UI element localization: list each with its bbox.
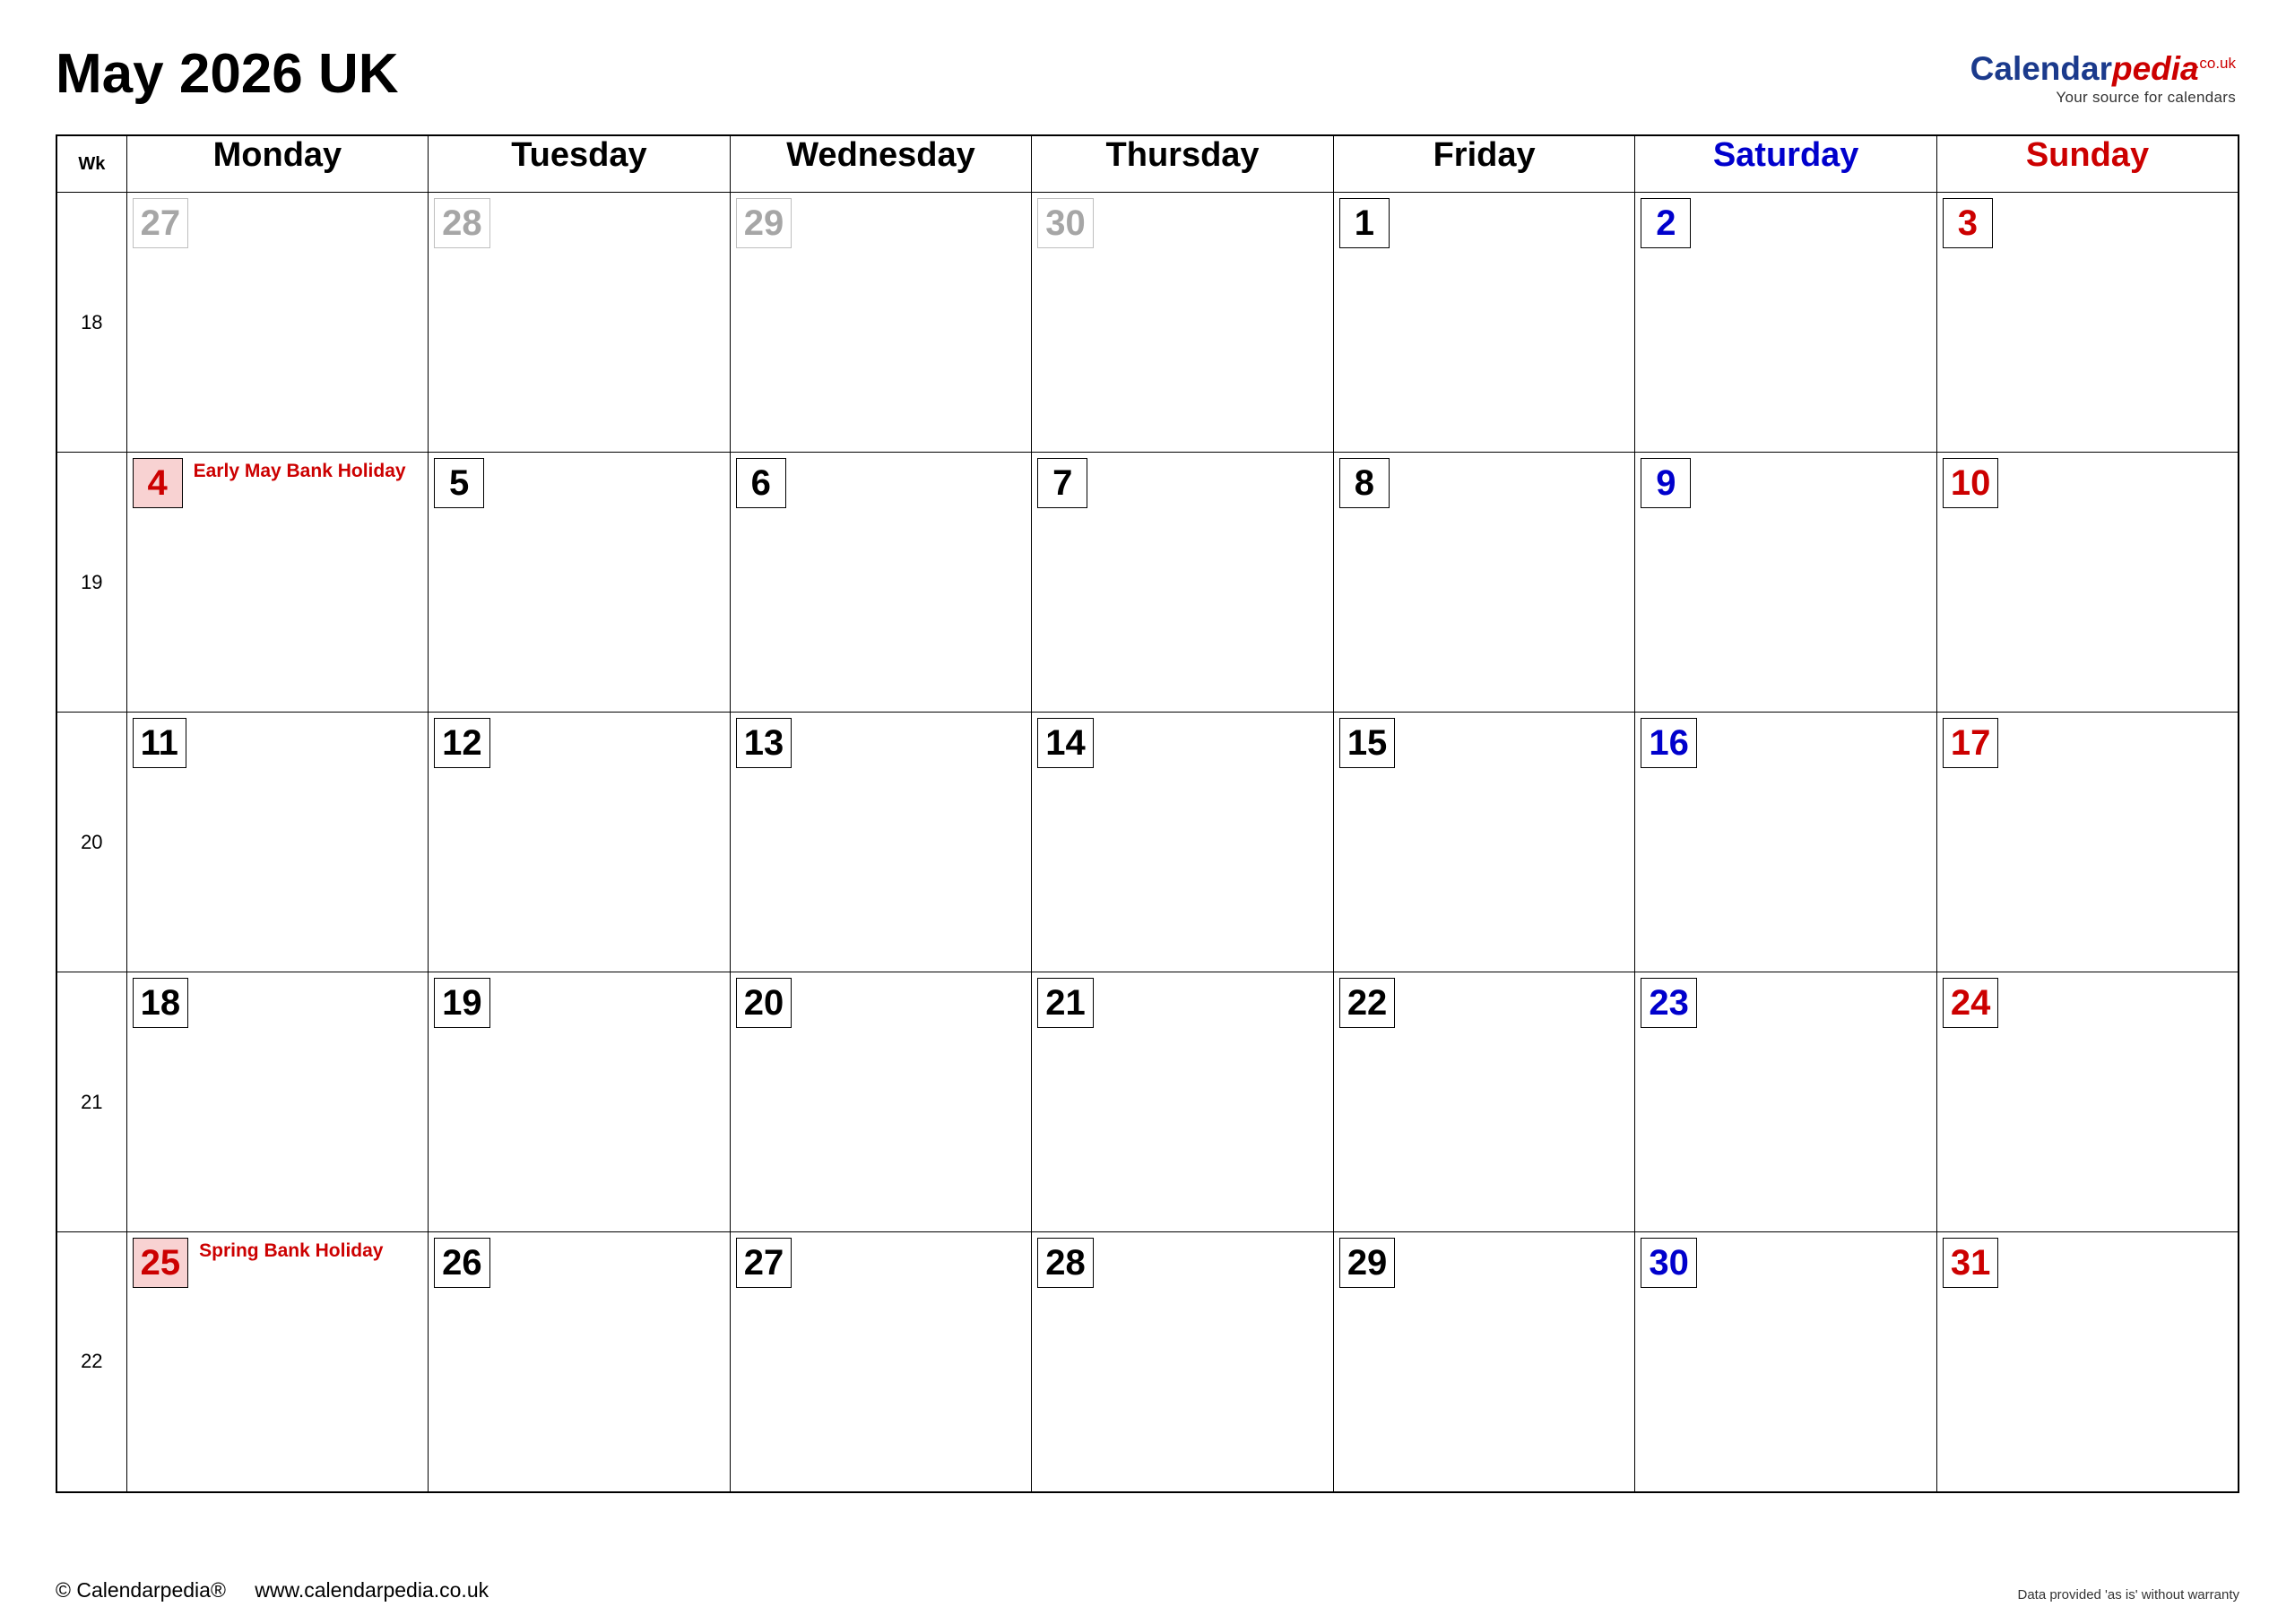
day-cell[interactable]	[730, 972, 1032, 1232]
day-cell[interactable]	[1333, 972, 1635, 1232]
day-header-saturday: Saturday	[1635, 135, 1937, 193]
day-number: 11	[133, 718, 186, 768]
day-cell[interactable]	[1635, 193, 1937, 453]
week-number-header: Wk	[56, 135, 126, 193]
calendar-body	[56, 193, 2239, 1492]
day-header-wednesday: Wednesday	[730, 135, 1032, 193]
day-cell[interactable]	[1936, 453, 2239, 713]
day-cell[interactable]	[1032, 972, 1334, 1232]
day-header-tuesday: Tuesday	[429, 135, 731, 193]
day-number: 19	[434, 978, 490, 1028]
calendar-table	[56, 134, 2239, 1493]
day-number: 20	[736, 978, 792, 1028]
day-header-monday: Monday	[126, 135, 429, 193]
day-cell[interactable]	[1032, 713, 1334, 972]
day-cell[interactable]	[730, 1232, 1032, 1492]
day-number: 8	[1339, 458, 1390, 508]
day-number: 16	[1641, 718, 1697, 768]
day-number: 30	[1641, 1238, 1697, 1288]
calendar-week-row	[56, 713, 2239, 972]
brand-calendar-text: Calendar	[1970, 50, 2112, 87]
footer-copyright: © Calendarpedia®	[56, 1578, 226, 1602]
day-cell[interactable]	[1032, 1232, 1334, 1492]
footer-url[interactable]: www.calendarpedia.co.uk	[255, 1578, 489, 1602]
footer-disclaimer: Data provided 'as is' without warranty	[2017, 1587, 2239, 1602]
week-number: 19	[56, 453, 126, 713]
day-number: 17	[1943, 718, 1999, 768]
day-number: 25	[133, 1238, 189, 1288]
day-number: 31	[1943, 1238, 1999, 1288]
calendar-header-row	[56, 135, 2239, 193]
week-number: 22	[56, 1232, 126, 1492]
day-cell[interactable]	[429, 713, 731, 972]
day-cell[interactable]	[1635, 453, 1937, 713]
day-cell[interactable]	[1333, 713, 1635, 972]
day-number: 24	[1943, 978, 1999, 1028]
day-number: 22	[1339, 978, 1396, 1028]
day-cell[interactable]	[429, 972, 731, 1232]
day-cell[interactable]	[730, 193, 1032, 453]
day-cell[interactable]	[1635, 972, 1937, 1232]
brand-tld-text: .co.uk	[2195, 54, 2236, 72]
day-cell[interactable]	[1032, 193, 1334, 453]
day-cell[interactable]	[1032, 453, 1334, 713]
day-number: 7	[1037, 458, 1087, 508]
day-cell[interactable]	[1333, 193, 1635, 453]
day-number: 9	[1641, 458, 1691, 508]
day-cell[interactable]	[730, 713, 1032, 972]
day-cell[interactable]	[1635, 713, 1937, 972]
page-header	[56, 36, 2239, 134]
day-number: 1	[1339, 198, 1390, 248]
day-cell[interactable]	[126, 713, 429, 972]
day-number: 29	[736, 198, 792, 248]
day-number: 27	[736, 1238, 792, 1288]
week-number: 20	[56, 713, 126, 972]
day-number: 23	[1641, 978, 1697, 1028]
day-cell[interactable]	[1936, 1232, 2239, 1492]
day-number: 28	[434, 198, 490, 248]
page-footer	[56, 1578, 2239, 1602]
day-number: 30	[1037, 198, 1094, 248]
day-event: Early May Bank Holiday	[193, 461, 406, 481]
day-cell[interactable]	[429, 1232, 731, 1492]
day-cell[interactable]	[1936, 713, 2239, 972]
day-number: 14	[1037, 718, 1094, 768]
day-number: 4	[133, 458, 183, 508]
brand-tagline: Your source for calendars	[2056, 89, 2236, 106]
day-number: 27	[133, 198, 189, 248]
day-number: 21	[1037, 978, 1094, 1028]
calendar-week-row	[56, 193, 2239, 453]
brand-pedia-text: pedia	[2112, 50, 2199, 87]
day-cell[interactable]	[730, 453, 1032, 713]
day-number: 6	[736, 458, 786, 508]
day-cell[interactable]	[1333, 1232, 1635, 1492]
calendar-week-row	[56, 453, 2239, 713]
day-number: 5	[434, 458, 484, 508]
footer-credit	[56, 1578, 489, 1602]
day-number: 10	[1943, 458, 1999, 508]
day-cell[interactable]	[126, 972, 429, 1232]
day-cell[interactable]	[1333, 453, 1635, 713]
day-number: 13	[736, 718, 792, 768]
week-number: 21	[56, 972, 126, 1232]
day-number: 2	[1641, 198, 1691, 248]
calendar-week-row	[56, 1232, 2239, 1492]
day-cell[interactable]	[126, 193, 429, 453]
day-number: 15	[1339, 718, 1396, 768]
day-number: 26	[434, 1238, 490, 1288]
brand-logo	[1970, 36, 2239, 107]
week-number: 18	[56, 193, 126, 453]
day-number: 18	[133, 978, 189, 1028]
day-event: Spring Bank Holiday	[199, 1240, 384, 1261]
day-cell[interactable]	[1936, 972, 2239, 1232]
page-title: May 2026 UK	[56, 43, 399, 105]
brand-name	[1970, 52, 2236, 85]
day-number: 3	[1943, 198, 1993, 248]
day-cell[interactable]	[429, 193, 731, 453]
day-cell[interactable]	[1635, 1232, 1937, 1492]
day-cell[interactable]	[1936, 193, 2239, 453]
day-header-sunday: Sunday	[1936, 135, 2239, 193]
day-header-friday: Friday	[1333, 135, 1635, 193]
day-cell[interactable]	[126, 453, 429, 713]
day-cell[interactable]	[126, 1232, 429, 1492]
day-header-thursday: Thursday	[1032, 135, 1334, 193]
day-number: 28	[1037, 1238, 1094, 1288]
calendar-week-row	[56, 972, 2239, 1232]
day-number: 12	[434, 718, 490, 768]
day-number: 29	[1339, 1238, 1396, 1288]
day-cell[interactable]	[429, 453, 731, 713]
